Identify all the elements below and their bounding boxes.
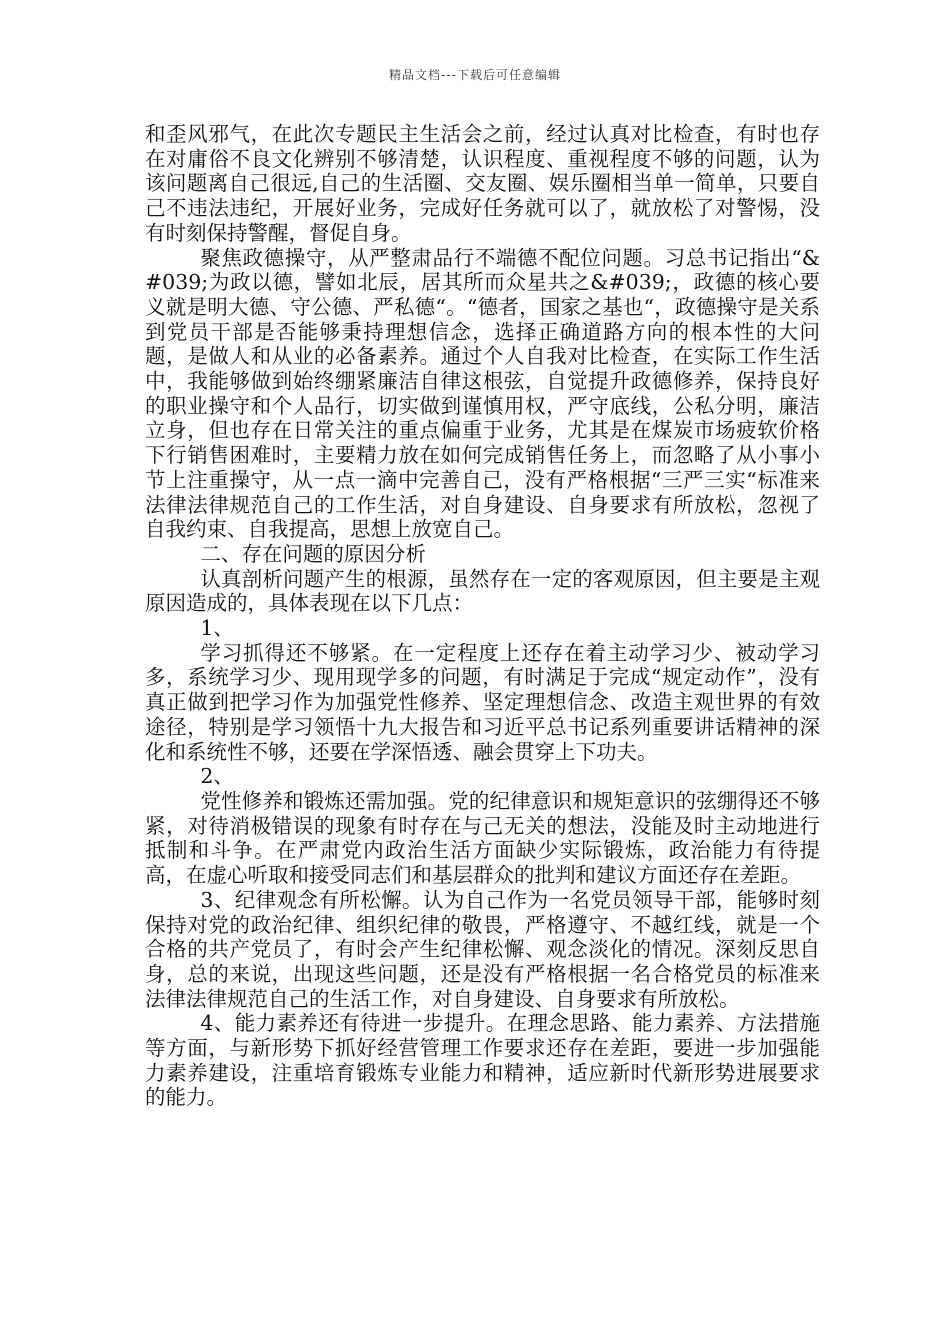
paragraph-1: 和歪风邪气，在此次专题民主生活会之前，经过认真对比检查，有时也存在对庸俗不良文化辨别不够清楚，认识程度、重视程度不够的问题，认为该问题离自己很远,自己的生活圈、交友圈、娱乐圈相当单一简单，只要自己不违法违纪，开展好业务，完成好任务就可以了，就放松了对警惕，没有时刻保持警醒，督促自身。 [145, 122, 820, 245]
paragraph-5: 党性修养和锻炼还需加强。党的纪律意识和规矩意识的弦绷得还不够紧，对待消极错误的现象有时存在与己无关的想法，没能及时主动地进行抵制和斗争。在严肃党内政治生活方面缺少实际锻炼，政治能力有待提高，在虚心听取和接受同志们和基层群众的批判和建议方面还存在差距。 [145, 788, 820, 888]
paragraph-2: 聚焦政德操守，从严整肃品行不端德不配位问题。习总书记指出“&#039;为政以德，譬如北辰，居其所而众星共之&#039;，政德的核心要义就是明大德、守公德、严私德“。“德者，国家之基也“，政德操守是关系到党员干部是否能够秉持理想信念，选择正确道路方向的根本性的大问题，是做人和从业的必备素养。通过个人自我对比检查，在实际工作生活中，我能够做到始终绷紧廉洁自律这根弦，自觉提升政德修养，保持良好的职业操守和个人品行，切实做到谨慎用权，严守底线，公私分明，廉洁立身，但也存在日常关注的重点偏重于业务，尤其是在煤炭市场疲软价格下行销售困难时，主要精力放在如何完成销售任务上，而忽略了从小事小节上注重操守，从一点一滴中完善自己，没有严格根据“三严三实“标准来法律法律规范自己的工作生活，对自身建设、自身要求有所放松，忽视了自我约束、自我提高，思想上放宽自己。 [145, 245, 820, 542]
list-number-2: 2、 [200, 764, 234, 789]
list-number-1: 1、 [200, 616, 234, 641]
paragraph-7: 4、能力素养还有待进一步提升。在理念思路、能力素养、方法措施等方面，与新形势下抓好经营管理工作要求还存在差距，要进一步加强能力素养建设，注重培育锻炼专业能力和精神，适应新时代新形势进展要求的能力。 [145, 1011, 820, 1110]
document-body [145, 122, 820, 1110]
page-header: 精品文档---下载后可任意编辑 [389, 68, 561, 82]
section-heading: 二、存在问题的原因分析 [200, 541, 426, 566]
paragraph-4: 学习抓得还不够紧。在一定程度上还存在着主动学习少、被动学习多，系统学习少、现用现学多的问题，有时满足于完成“规定动作”，没有真正做到把学习作为加强党性修养、坚定理想信念、改造主观世界的有效途径，特别是学习领悟十九大报告和习近平总书记系列重要讲话精神的深化和系统性不够，还要在学深悟透、融会贯穿上下功夫。 [145, 640, 820, 764]
paragraph-6: 3、纪律观念有所松懈。认为自己作为一名党员领导干部，能够时刻保持对党的政治纪律、组织纪律的敬畏，严格遵守、不越红线，就是一个合格的共产党员了，有时会产生纪律松懈、观念淡化的情况。深刻反思自身，总的来说，出现这些问题，还是没有严格根据一名合格党员的标准来法律法律规范自己的生活工作，对自身建设、自身要求有所放松。 [145, 887, 820, 1011]
paragraph-3: 认真剖析问题产生的根源，虽然存在一定的客观原因，但主要是主观原因造成的，具体表现在以下几点： [145, 566, 820, 616]
